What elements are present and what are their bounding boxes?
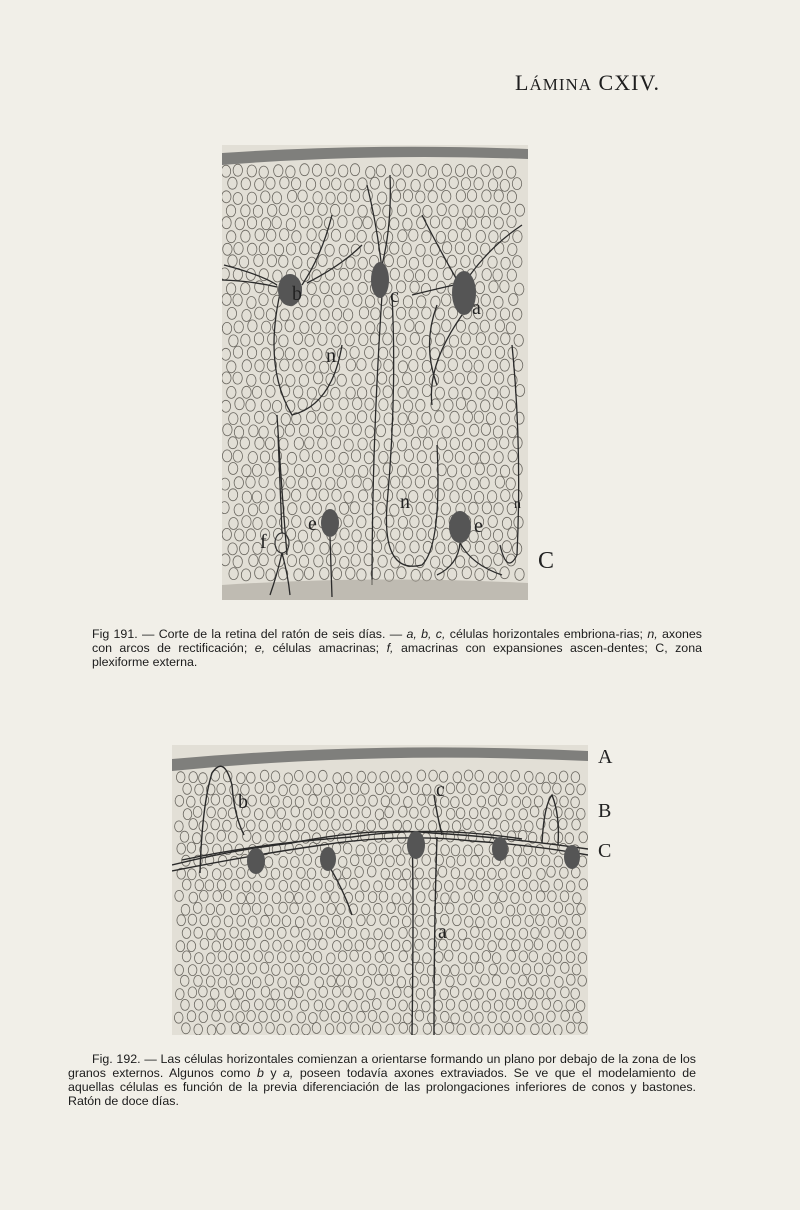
figure-191-label-e-right: e xyxy=(474,515,483,537)
figure-191-caption-intro: — Corte de la retina del ratón de seis días. — xyxy=(141,627,403,641)
figure-191-caption-text-4: amacrinas con expansiones ascen-dentes; C, zona plexiforme externa. xyxy=(92,641,702,669)
plate-title-number: CXIV. xyxy=(598,70,660,95)
figure-192-label-c: c xyxy=(436,779,445,801)
figure-191-label-zone-c: C xyxy=(538,548,555,574)
figure-192-caption-a: a, xyxy=(283,1066,294,1080)
figure-191-cell-e-left xyxy=(321,509,339,537)
figure-192-cell-5 xyxy=(564,845,580,869)
figure-191-label-e-left: e xyxy=(308,513,317,535)
figure-191-label-n-right: n xyxy=(514,497,521,512)
figure-191-illustration xyxy=(222,145,528,600)
figure-192-caption-text-2: poseen todavía axones extraviados. Se ve que el modelamiento de aquellas células es función de la previa diferenciación de las prolongaciones inferiores de conos y bastones. Ratón de doce días. xyxy=(68,1066,697,1108)
figure-192-cell-4 xyxy=(492,837,508,861)
figure-192-caption-text-1: — Las células horizontales comienzan a orientarse formando un plano por debajo de la zona de los granos externos. Algunos como xyxy=(68,1052,697,1080)
figure-191-caption xyxy=(92,627,702,669)
figure-192-caption xyxy=(68,1052,696,1108)
figure-192-caption-b: b xyxy=(257,1066,264,1080)
figure-192-cell-1 xyxy=(247,848,265,874)
figure-191-caption-text-3: células amacrinas; xyxy=(272,641,380,655)
figure-192-caption-y: y xyxy=(270,1066,277,1080)
figure-192-cell-2 xyxy=(320,847,336,871)
plate-title-word: ÁMINA xyxy=(529,75,593,94)
figure-192-illustration xyxy=(172,745,588,1035)
figure-192-label-C: C xyxy=(598,840,612,862)
figure-191-caption-abc: a, b, c, xyxy=(406,627,446,641)
figure-191-label-n-top: n xyxy=(326,345,336,367)
plate-title xyxy=(515,70,660,96)
plate-title-initial: L xyxy=(514,70,530,95)
figure-191-caption-e: e, xyxy=(254,641,266,655)
figure-191-caption-text-1: células horizontales embriona-rias; xyxy=(449,627,643,641)
figure-191-label-c: c xyxy=(390,285,399,307)
figure-192-label-a: a xyxy=(438,921,447,943)
figure-191-cell-c xyxy=(371,262,389,298)
figure-192-label-b: b xyxy=(238,791,248,813)
figure-191-label-f: f xyxy=(260,531,267,553)
figure-191-caption-f: f, xyxy=(386,641,394,655)
figure-191-label-b: b xyxy=(292,283,302,305)
figure-191-label-n-mid: n xyxy=(400,491,410,513)
figure-191-caption-n: n, xyxy=(647,627,658,641)
figure-192-cell-3 xyxy=(407,831,425,859)
figure-192-label-B: B xyxy=(598,800,612,822)
figure-192-drawing xyxy=(172,745,588,1035)
figure-191-caption-text-2: axones con arcos de rectificación; xyxy=(92,627,702,655)
figure-191-label-a: a xyxy=(472,297,481,319)
figure-191-cell-e-right xyxy=(449,511,471,543)
figure-192-label-A: A xyxy=(598,746,613,768)
figure-192-caption-number: Fig. 192. xyxy=(92,1052,141,1066)
figure-191-caption-number: Fig 191. xyxy=(92,627,138,641)
figure-191-plexiform-zone xyxy=(222,579,528,600)
